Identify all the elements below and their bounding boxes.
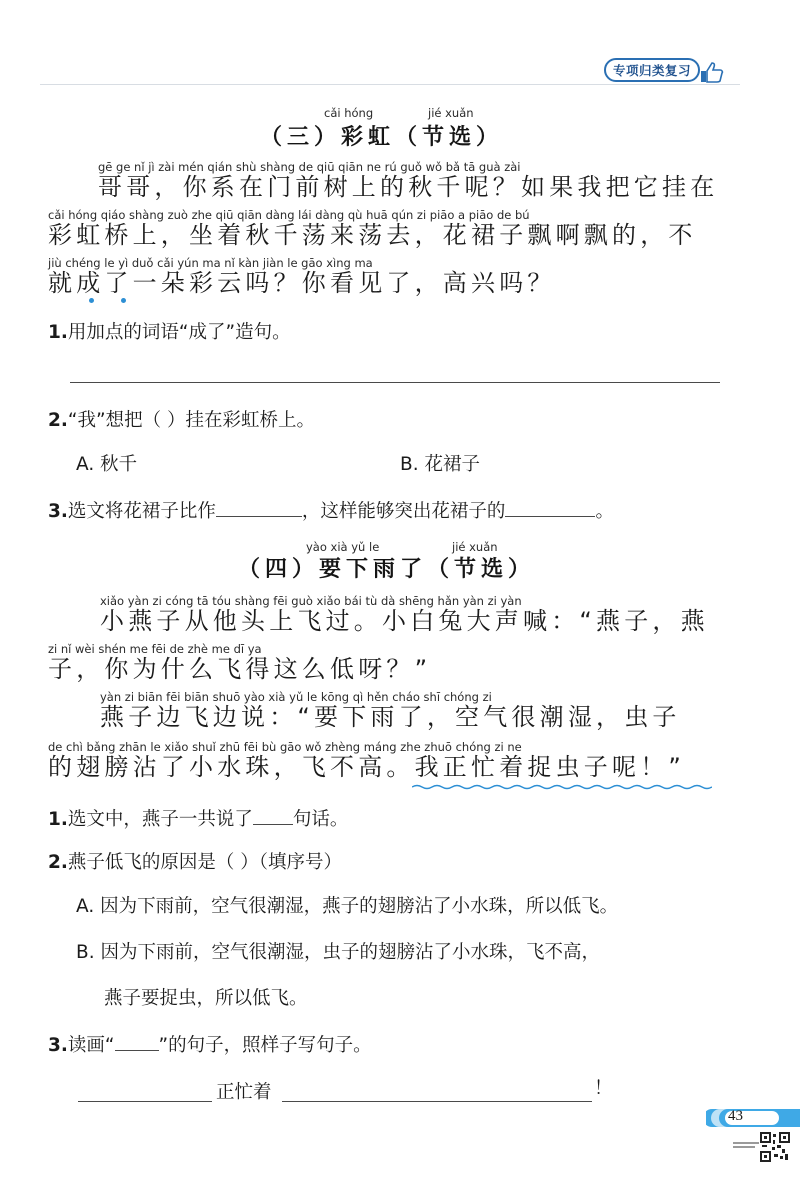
section4-title-pinyin-1: yào xià yǔ le	[306, 540, 380, 554]
s4-line1-pinyin: xiǎo yàn zi cóng tā tóu shàng fēi guò xiǎo bái tù dà shēng hǎn yàn zi yàn	[100, 594, 522, 608]
page-number: 43	[728, 1108, 743, 1124]
wavy-underline	[412, 784, 712, 790]
s3-line1-pinyin: gē ge nǐ jì zài mén qián shù shàng de qiū qiān ne rú guǒ wǒ bǎ tā guà zài	[98, 160, 521, 174]
s4-line2-pinyin: zi nǐ wèi shén me fēi de zhè me dī ya	[48, 642, 262, 656]
s3-q2-option-b[interactable]: B. 花裙子	[400, 454, 480, 475]
s4-line3-pinyin: yàn zi biān fēi biān shuō yào xià yǔ le kōng qì hěn cháo shī chóng zi	[100, 690, 492, 704]
s3-line2-pinyin: cǎi hóng qiáo shàng zuò zhe qiū qiān dàng lái dàng qù huā qún zi piāo a piāo de bú	[48, 208, 530, 222]
qr-code-icon	[760, 1132, 790, 1162]
fill-blank[interactable]	[216, 498, 302, 517]
emphasis-dot	[121, 298, 126, 303]
s4-q3-fill-middle: 正忙着	[216, 1082, 272, 1103]
s3-question-2: 2.“我”想把（ ）挂在彩虹桥上。	[48, 410, 315, 431]
s4-q3-fill-end: ！	[594, 1078, 613, 1099]
s3-line3-pinyin: jiù chéng le yì duǒ cǎi yún ma nǐ kàn jiàn le gāo xìng ma	[48, 256, 373, 270]
s4-question-3: 3.读画“ ”的句子，照样子写句子。	[48, 1032, 372, 1059]
answer-line[interactable]	[282, 1101, 592, 1102]
s3-question-3: 3.选文将花裙子比作 ，这样能够突出花裙子的 。	[48, 498, 614, 525]
qr-caption	[733, 1140, 759, 1150]
section3-title-pinyin-1: cǎi hóng	[324, 106, 374, 120]
s4-question-1: 1.选文中，燕子一共说了 句话。	[48, 806, 348, 833]
s4-line4-pinyin: de chì bǎng zhān le xiǎo shuǐ zhū fēi bù gāo wǒ zhèng máng zhe zhuō chóng zi ne	[48, 740, 522, 754]
emphasis-dot	[89, 298, 94, 303]
s4-line3-text: 燕子边飞边说：“要下雨了，空气很潮湿，虫子	[100, 703, 681, 731]
answer-line[interactable]	[70, 382, 720, 383]
s3-line3-text: 就成了一朵彩云吗？你看见了，高兴吗？	[48, 269, 556, 297]
header-divider	[40, 84, 740, 85]
s3-question-1: 1.用加点的词语“成了”造句。	[48, 322, 291, 343]
section3-title: （三）彩虹（节选）	[260, 125, 504, 150]
section3-title-pinyin-2: jié xuǎn	[428, 106, 474, 120]
section4-title-pinyin-2: jié xuǎn	[452, 540, 498, 554]
s3-line1-text: 哥哥，你系在门前树上的秋千呢？如果我把它挂在	[98, 173, 719, 201]
s4-line2-text: 子，你为什么飞得这么低呀？”	[48, 655, 432, 683]
section-badge: 专项归类复习	[604, 58, 700, 82]
fill-blank	[115, 1032, 159, 1051]
s4-q2-option-a[interactable]: A. 因为下雨前，空气很潮湿，燕子的翅膀沾了小水珠，所以低飞。	[76, 896, 619, 917]
s4-line4-text: 的翅膀沾了小水珠，飞不高。我正忙着捉虫子呢！”	[48, 753, 686, 781]
page-number-banner	[706, 1107, 800, 1129]
section4-title: （四）要下雨了（节选）	[238, 557, 536, 582]
s4-q2-option-b[interactable]: B. 因为下雨前，空气很潮湿，虫子的翅膀沾了小水珠，飞不高，	[76, 942, 600, 963]
fill-blank[interactable]	[253, 806, 293, 825]
s4-q2-option-b-cont: 燕子要捉虫，所以低飞。	[104, 988, 308, 1009]
s3-line2-text: 彩虹桥上，坐着秋千荡来荡去，花裙子飘啊飘的，不	[48, 221, 697, 249]
s3-q2-option-a[interactable]: A. 秋千	[76, 454, 138, 475]
s4-line1-text: 小燕子从他头上飞过。小白兔大声喊：“燕子，燕	[100, 607, 709, 635]
fill-blank[interactable]	[505, 498, 595, 517]
answer-line[interactable]	[78, 1101, 212, 1102]
thumbs-up-icon	[698, 60, 724, 84]
s4-question-2: 2.燕子低飞的原因是（ ）（填序号）	[48, 852, 343, 873]
